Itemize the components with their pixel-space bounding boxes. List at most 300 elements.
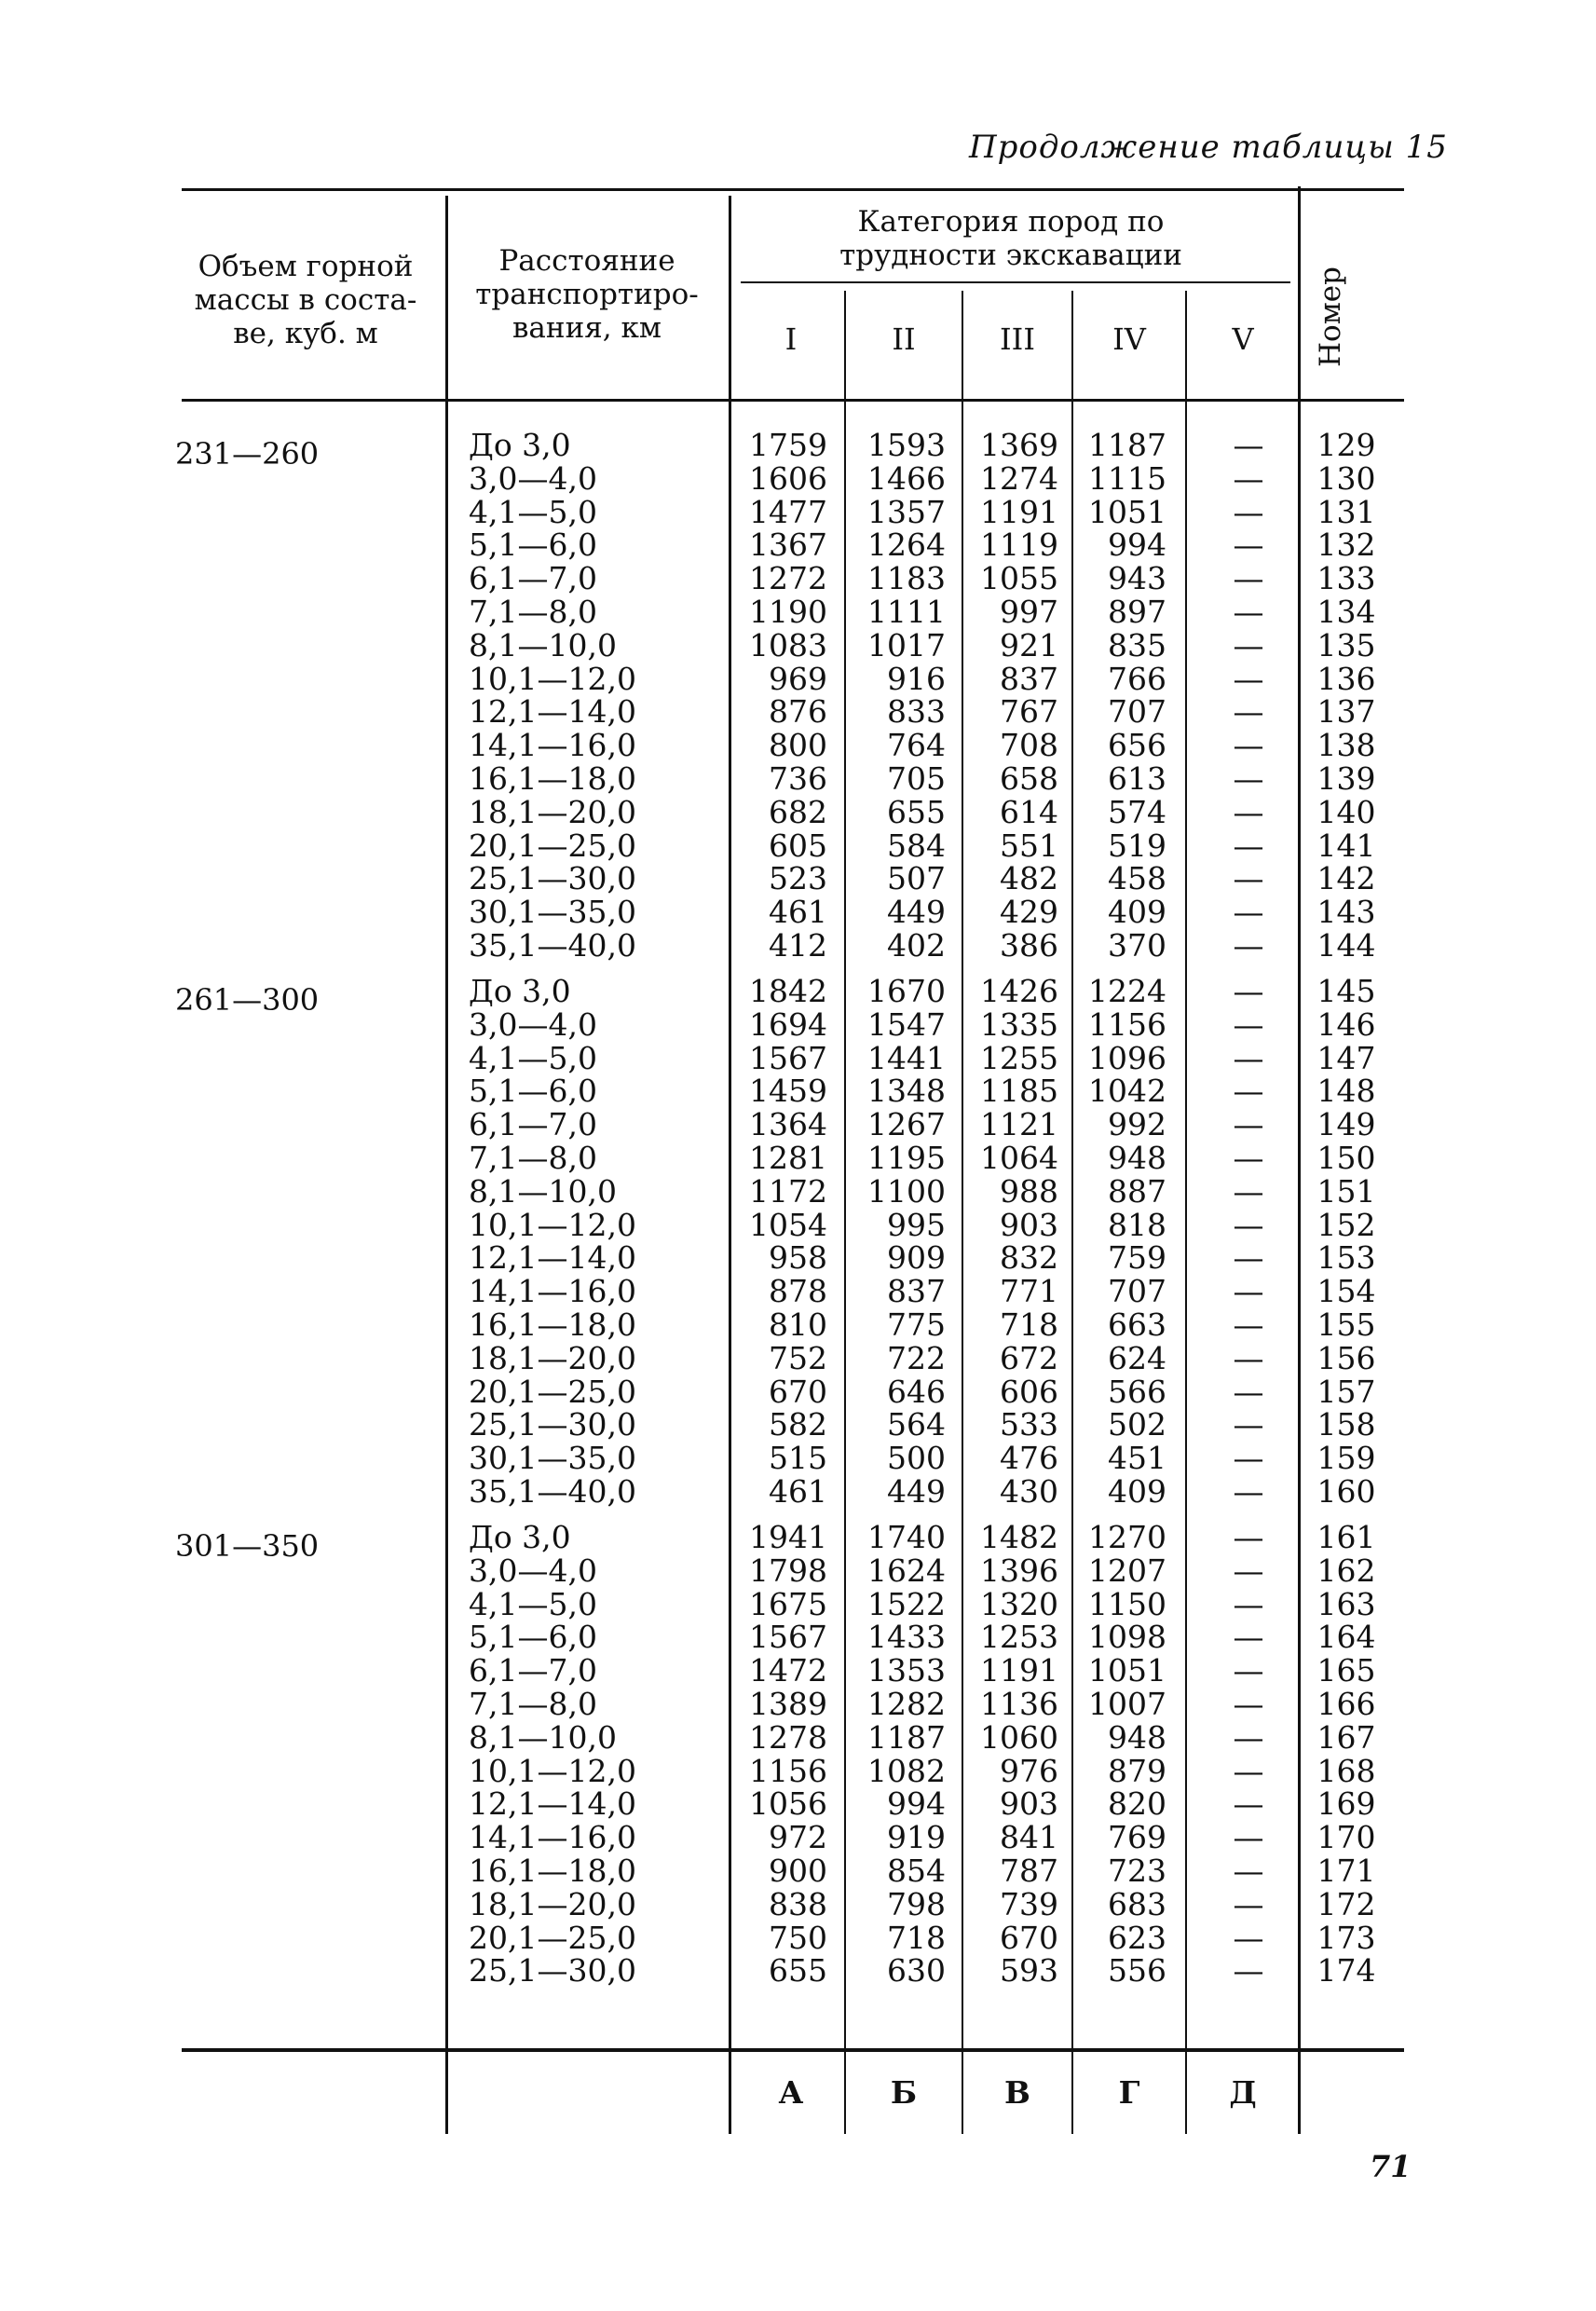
- number-cell: 169: [1316, 1785, 1376, 1823]
- value-cell-category-3: 771: [1000, 1273, 1058, 1310]
- distance-cell: 6,1—7,0: [469, 560, 597, 597]
- value-cell-category-4: 663: [1108, 1306, 1166, 1343]
- value-cell-category-1: 969: [769, 660, 827, 697]
- value-cell-category-2: 1593: [867, 427, 946, 463]
- value-cell-category-4: 723: [1108, 1853, 1166, 1889]
- value-cell-category-4: 707: [1108, 693, 1166, 731]
- table-row: [0, 1854, 1596, 1888]
- value-cell-category-2: 507: [887, 860, 946, 897]
- distance-cell: 8,1—10,0: [469, 1718, 617, 1756]
- category-rule: [741, 281, 1290, 283]
- value-cell-category-2: 1670: [867, 973, 946, 1009]
- table-row: [0, 660, 1596, 697]
- table-row: [0, 1308, 1596, 1342]
- distance-cell: 16,1—18,0: [469, 1306, 636, 1343]
- table-row: [0, 1654, 1596, 1688]
- value-cell-category-3: 1119: [980, 526, 1058, 564]
- table-row: [0, 429, 1596, 462]
- value-cell-category-3: 837: [1000, 660, 1058, 697]
- table-row: [0, 1787, 1596, 1821]
- number-cell: 159: [1316, 1440, 1376, 1477]
- value-cell-category-5: —: [1233, 594, 1264, 630]
- value-cell-category-5: —: [1233, 1552, 1264, 1589]
- table-row: [0, 929, 1596, 963]
- value-cell-category-4: 948: [1108, 1140, 1166, 1176]
- distance-cell: 3,0—4,0: [469, 1552, 597, 1589]
- value-cell-category-5: —: [1233, 560, 1264, 597]
- value-cell-category-2: 722: [887, 1339, 946, 1376]
- table-row: [0, 1752, 1596, 1789]
- value-cell-category-1: 958: [769, 1239, 827, 1277]
- value-cell-category-4: 1150: [1088, 1585, 1166, 1622]
- value-cell-category-3: 832: [1000, 1239, 1058, 1277]
- value-cell-category-1: 1606: [749, 459, 827, 497]
- number-cell: 136: [1316, 660, 1376, 697]
- value-cell-category-4: 897: [1108, 594, 1166, 630]
- distance-cell: 30,1—35,0: [469, 894, 636, 931]
- value-cell-category-2: 402: [887, 927, 946, 964]
- number-cell: 165: [1316, 1652, 1376, 1689]
- value-cell-category-5: —: [1233, 1172, 1264, 1210]
- value-cell-category-2: 1348: [867, 1073, 946, 1110]
- value-cell-category-3: 658: [1000, 760, 1058, 797]
- value-cell-category-3: 1055: [980, 560, 1058, 597]
- footer-letter-a: А: [778, 2074, 804, 2111]
- value-cell-category-5: —: [1233, 973, 1264, 1009]
- value-cell-category-1: 1389: [749, 1686, 827, 1722]
- value-cell-category-2: 449: [887, 1473, 946, 1510]
- value-cell-category-4: 1007: [1088, 1686, 1166, 1722]
- header-bottom-rule: [182, 399, 1404, 402]
- value-cell-category-1: 1798: [749, 1552, 827, 1589]
- value-cell-category-3: 1396: [980, 1552, 1058, 1589]
- number-cell: 140: [1316, 793, 1376, 830]
- distance-cell: 12,1—14,0: [469, 1239, 636, 1277]
- header-category-3: III: [1000, 321, 1035, 357]
- distance-cell: 30,1—35,0: [469, 1440, 636, 1477]
- distance-cell: 5,1—6,0: [469, 526, 597, 564]
- number-cell: 132: [1316, 526, 1376, 564]
- header-number-label: Номер: [1314, 266, 1347, 368]
- value-cell-category-1: 800: [769, 727, 827, 764]
- table-row: [0, 1921, 1596, 1955]
- value-cell-category-2: 995: [887, 1206, 946, 1243]
- value-cell-category-2: 1267: [867, 1106, 946, 1143]
- table-row: [0, 562, 1596, 595]
- value-cell-category-3: 739: [1000, 1885, 1058, 1922]
- value-cell-category-1: 900: [769, 1853, 827, 1889]
- value-cell-category-3: 430: [1000, 1473, 1058, 1510]
- number-cell: 153: [1316, 1239, 1376, 1277]
- value-cell-category-3: 988: [1000, 1172, 1058, 1210]
- value-cell-category-1: 1272: [749, 560, 827, 597]
- value-cell-category-4: 624: [1108, 1339, 1166, 1376]
- value-cell-category-2: 1017: [867, 626, 946, 663]
- value-cell-category-5: —: [1233, 1952, 1264, 1990]
- number-cell: 166: [1316, 1686, 1376, 1722]
- value-cell-category-2: 1357: [867, 493, 946, 530]
- value-cell-category-5: —: [1233, 1718, 1264, 1756]
- value-cell-category-1: 461: [769, 894, 827, 931]
- value-cell-category-4: 992: [1108, 1106, 1166, 1143]
- distance-cell: 35,1—40,0: [469, 927, 636, 964]
- distance-cell: 5,1—6,0: [469, 1619, 597, 1656]
- distance-cell: 7,1—8,0: [469, 594, 597, 630]
- value-cell-category-4: 370: [1108, 927, 1166, 964]
- table-row: [0, 1475, 1596, 1509]
- value-cell-category-4: 1187: [1088, 427, 1166, 463]
- value-cell-category-1: 1054: [749, 1206, 827, 1243]
- number-cell: 156: [1316, 1339, 1376, 1376]
- number-cell: 143: [1316, 894, 1376, 931]
- value-cell-category-3: 903: [1000, 1206, 1058, 1243]
- value-cell-category-5: —: [1233, 827, 1264, 864]
- value-cell-category-4: 1096: [1088, 1039, 1166, 1076]
- value-cell-category-4: 766: [1108, 660, 1166, 697]
- header-category-4: IV: [1112, 321, 1146, 357]
- value-cell-category-1: 736: [769, 760, 827, 797]
- value-cell-category-3: 841: [1000, 1819, 1058, 1856]
- table-row: [0, 493, 1596, 530]
- value-cell-category-4: 994: [1108, 526, 1166, 564]
- number-cell: 160: [1316, 1473, 1376, 1510]
- value-cell-category-2: 1082: [867, 1752, 946, 1789]
- value-cell-category-3: 1064: [980, 1140, 1058, 1176]
- value-cell-category-4: 451: [1108, 1440, 1166, 1477]
- value-cell-category-3: 1482: [980, 1519, 1058, 1555]
- value-cell-category-2: 655: [887, 793, 946, 830]
- value-cell-category-4: 1098: [1088, 1619, 1166, 1656]
- value-cell-category-2: 1740: [867, 1519, 946, 1555]
- value-cell-category-1: 1567: [749, 1039, 827, 1076]
- value-cell-category-2: 833: [887, 693, 946, 731]
- number-cell: 135: [1316, 626, 1376, 663]
- table-row: [0, 1688, 1596, 1721]
- number-cell: 164: [1316, 1619, 1376, 1656]
- value-cell-category-3: 976: [1000, 1752, 1058, 1789]
- distance-cell: 5,1—6,0: [469, 1073, 597, 1110]
- value-cell-category-2: 1441: [867, 1039, 946, 1076]
- value-cell-category-5: —: [1233, 1039, 1264, 1076]
- distance-cell: 4,1—5,0: [469, 1585, 597, 1622]
- value-cell-category-3: 708: [1000, 727, 1058, 764]
- value-cell-category-1: 876: [769, 693, 827, 731]
- value-cell-category-1: 1759: [749, 427, 827, 463]
- table-row: [0, 1375, 1596, 1409]
- number-cell: 157: [1316, 1373, 1376, 1410]
- number-cell: 154: [1316, 1273, 1376, 1310]
- table-row: [0, 1241, 1596, 1275]
- value-cell-category-1: 1675: [749, 1585, 827, 1622]
- value-cell-category-4: 1207: [1088, 1552, 1166, 1589]
- number-cell: 167: [1316, 1718, 1376, 1756]
- value-cell-category-2: 764: [887, 727, 946, 764]
- number-cell: 138: [1316, 727, 1376, 764]
- value-cell-category-5: —: [1233, 1273, 1264, 1310]
- value-cell-category-2: 630: [887, 1952, 946, 1990]
- value-cell-category-5: —: [1233, 1339, 1264, 1376]
- value-cell-category-5: —: [1233, 1406, 1264, 1443]
- value-cell-category-5: —: [1233, 1473, 1264, 1510]
- value-cell-category-1: 1083: [749, 626, 827, 663]
- table-row: [0, 1275, 1596, 1308]
- value-cell-category-4: 943: [1108, 560, 1166, 597]
- value-cell-category-5: —: [1233, 727, 1264, 764]
- value-cell-category-3: 921: [1000, 626, 1058, 663]
- value-cell-category-3: 482: [1000, 860, 1058, 897]
- value-cell-category-4: 820: [1108, 1785, 1166, 1823]
- value-cell-category-3: 718: [1000, 1306, 1058, 1343]
- value-cell-category-5: —: [1233, 1819, 1264, 1856]
- number-cell: 155: [1316, 1306, 1376, 1343]
- value-cell-category-5: —: [1233, 1239, 1264, 1277]
- value-cell-category-3: 1136: [980, 1686, 1058, 1722]
- value-cell-category-1: 750: [769, 1919, 827, 1956]
- value-cell-category-5: —: [1233, 1106, 1264, 1143]
- table-row: [0, 1620, 1596, 1654]
- value-cell-category-1: 682: [769, 793, 827, 830]
- number-cell: 171: [1316, 1853, 1376, 1889]
- table-row: [0, 1585, 1596, 1622]
- value-cell-category-3: 1335: [980, 1005, 1058, 1043]
- value-cell-category-4: 1156: [1088, 1005, 1166, 1043]
- value-cell-category-4: 656: [1108, 727, 1166, 764]
- table-row: [0, 1005, 1596, 1043]
- value-cell-category-5: —: [1233, 526, 1264, 564]
- value-cell-category-2: 1522: [867, 1585, 946, 1622]
- value-cell-category-4: 1051: [1088, 493, 1166, 530]
- value-cell-category-3: 533: [1000, 1406, 1058, 1443]
- value-cell-category-3: 429: [1000, 894, 1058, 931]
- value-cell-category-3: 1274: [980, 459, 1058, 497]
- value-cell-category-1: 582: [769, 1406, 827, 1443]
- value-cell-category-2: 909: [887, 1239, 946, 1277]
- value-cell-category-1: 461: [769, 1473, 827, 1510]
- table-caption: Продолжение таблицы 15: [969, 129, 1448, 166]
- number-cell: 139: [1316, 760, 1376, 797]
- value-cell-category-3: 903: [1000, 1785, 1058, 1823]
- value-cell-category-1: 1172: [749, 1172, 827, 1210]
- table-row: [0, 1408, 1596, 1442]
- number-cell: 150: [1316, 1140, 1376, 1176]
- number-cell: 144: [1316, 927, 1376, 964]
- value-cell-category-4: 683: [1108, 1885, 1166, 1922]
- value-cell-category-2: 1111: [867, 594, 946, 630]
- value-cell-category-4: 887: [1108, 1172, 1166, 1210]
- value-cell-category-3: 551: [1000, 827, 1058, 864]
- header-distance: Расстояние транспортиро- вания, км: [475, 244, 699, 345]
- value-cell-category-4: 556: [1108, 1952, 1166, 1990]
- number-cell: 145: [1316, 973, 1376, 1009]
- footer-letter-d: Д: [1229, 2074, 1257, 2111]
- value-cell-category-3: 476: [1000, 1440, 1058, 1477]
- distance-cell: 7,1—8,0: [469, 1686, 597, 1722]
- value-cell-category-3: 1320: [980, 1585, 1058, 1622]
- value-cell-category-1: 1281: [749, 1140, 827, 1176]
- table-row: [0, 528, 1596, 562]
- number-cell: 161: [1316, 1519, 1376, 1555]
- table-row: [0, 459, 1596, 497]
- value-cell-category-4: 409: [1108, 1473, 1166, 1510]
- distance-cell: 12,1—14,0: [469, 693, 636, 731]
- table-row: [0, 1442, 1596, 1475]
- value-cell-category-3: 670: [1000, 1919, 1058, 1956]
- value-cell-category-4: 1270: [1088, 1519, 1166, 1555]
- value-cell-category-2: 994: [887, 1785, 946, 1823]
- header-volume: Объем горной массы в соста- ве, куб. м: [194, 250, 417, 350]
- value-cell-category-5: —: [1233, 459, 1264, 497]
- value-cell-category-5: —: [1233, 1306, 1264, 1343]
- value-cell-category-3: 672: [1000, 1339, 1058, 1376]
- value-cell-category-1: 1941: [749, 1519, 827, 1555]
- value-cell-category-4: 707: [1108, 1273, 1166, 1310]
- value-cell-category-2: 919: [887, 1819, 946, 1856]
- value-cell-category-1: 1459: [749, 1073, 827, 1110]
- distance-cell: 3,0—4,0: [469, 459, 597, 497]
- value-cell-category-5: —: [1233, 1585, 1264, 1622]
- value-cell-category-3: 1191: [980, 493, 1058, 530]
- value-cell-category-1: 1156: [749, 1752, 827, 1789]
- value-cell-category-2: 1624: [867, 1552, 946, 1589]
- number-cell: 130: [1316, 459, 1376, 497]
- value-cell-category-2: 1353: [867, 1652, 946, 1689]
- distance-cell: 25,1—30,0: [469, 860, 636, 897]
- value-cell-category-2: 584: [887, 827, 946, 864]
- distance-cell: 10,1—12,0: [469, 1752, 636, 1789]
- value-cell-category-4: 458: [1108, 860, 1166, 897]
- value-cell-category-5: —: [1233, 1005, 1264, 1043]
- table-row: [0, 1885, 1596, 1922]
- value-cell-category-5: —: [1233, 793, 1264, 830]
- top-rule: [182, 188, 1404, 191]
- value-cell-category-3: 787: [1000, 1853, 1058, 1889]
- value-cell-category-3: 997: [1000, 594, 1058, 630]
- table-row: [0, 626, 1596, 663]
- value-cell-category-1: 810: [769, 1306, 827, 1343]
- header-category-2: II: [892, 321, 916, 357]
- value-cell-category-4: 566: [1108, 1373, 1166, 1410]
- header-number: [1303, 252, 1358, 382]
- value-cell-category-5: —: [1233, 1853, 1264, 1889]
- distance-cell: 6,1—7,0: [469, 1106, 597, 1143]
- distance-cell: 6,1—7,0: [469, 1652, 597, 1689]
- value-cell-category-1: 1278: [749, 1718, 827, 1756]
- value-cell-category-4: 818: [1108, 1206, 1166, 1243]
- value-cell-category-5: —: [1233, 660, 1264, 697]
- table-row: [0, 762, 1596, 796]
- value-cell-category-3: 1369: [980, 427, 1058, 463]
- value-cell-category-5: —: [1233, 1785, 1264, 1823]
- distance-cell: 10,1—12,0: [469, 1206, 636, 1243]
- distance-cell: 7,1—8,0: [469, 1140, 597, 1176]
- value-cell-category-1: 1567: [749, 1619, 827, 1656]
- value-cell-category-1: 1477: [749, 493, 827, 530]
- number-cell: 174: [1316, 1952, 1376, 1990]
- value-cell-category-4: 623: [1108, 1919, 1166, 1956]
- value-cell-category-1: 752: [769, 1339, 827, 1376]
- value-cell-category-2: 1187: [867, 1718, 946, 1756]
- value-cell-category-5: —: [1233, 1373, 1264, 1410]
- value-cell-category-5: —: [1233, 1652, 1264, 1689]
- table-row: [0, 1142, 1596, 1175]
- group-volume-3: 301—350: [175, 1528, 320, 1564]
- value-cell-category-5: —: [1233, 427, 1264, 463]
- number-cell: 168: [1316, 1752, 1376, 1789]
- value-cell-category-4: 574: [1108, 793, 1166, 830]
- value-cell-category-2: 646: [887, 1373, 946, 1410]
- value-cell-category-3: 1426: [980, 973, 1058, 1009]
- table-row: [0, 793, 1596, 830]
- value-cell-category-5: —: [1233, 1140, 1264, 1176]
- number-cell: 137: [1316, 693, 1376, 731]
- number-cell: 134: [1316, 594, 1376, 630]
- distance-cell: 35,1—40,0: [469, 1473, 636, 1510]
- value-cell-category-1: 1472: [749, 1652, 827, 1689]
- value-cell-category-4: 1224: [1088, 973, 1166, 1009]
- value-cell-category-5: —: [1233, 1073, 1264, 1110]
- value-cell-category-1: 523: [769, 860, 827, 897]
- distance-cell: До 3,0: [469, 973, 571, 1009]
- value-cell-category-3: 1121: [980, 1106, 1058, 1143]
- table-bottom-rule: [182, 2048, 1404, 2052]
- distance-cell: 14,1—16,0: [469, 1273, 636, 1310]
- number-cell: 146: [1316, 1005, 1376, 1043]
- page-number: 71: [1370, 2149, 1412, 2184]
- distance-cell: 18,1—20,0: [469, 1339, 636, 1376]
- number-cell: 172: [1316, 1885, 1376, 1922]
- value-cell-category-4: 759: [1108, 1239, 1166, 1277]
- distance-cell: 4,1—5,0: [469, 493, 597, 530]
- value-cell-category-2: 775: [887, 1306, 946, 1343]
- value-cell-category-2: 718: [887, 1919, 946, 1956]
- number-cell: 152: [1316, 1206, 1376, 1243]
- value-cell-category-3: 593: [1000, 1952, 1058, 1990]
- value-cell-category-2: 837: [887, 1273, 946, 1310]
- number-cell: 149: [1316, 1106, 1376, 1143]
- value-cell-category-1: 1694: [749, 1005, 827, 1043]
- footer-letter-v: В: [1004, 2074, 1030, 2111]
- distance-cell: 20,1—25,0: [469, 1919, 636, 1956]
- value-cell-category-3: 386: [1000, 927, 1058, 964]
- value-cell-category-1: 605: [769, 827, 827, 864]
- value-cell-category-5: —: [1233, 1440, 1264, 1477]
- value-cell-category-4: 1051: [1088, 1652, 1166, 1689]
- distance-cell: 10,1—12,0: [469, 660, 636, 697]
- value-cell-category-1: 1364: [749, 1106, 827, 1143]
- value-cell-category-4: 502: [1108, 1406, 1166, 1443]
- value-cell-category-5: —: [1233, 860, 1264, 897]
- value-cell-category-2: 916: [887, 660, 946, 697]
- value-cell-category-5: —: [1233, 1206, 1264, 1243]
- value-cell-category-2: 1433: [867, 1619, 946, 1656]
- value-cell-category-1: 1367: [749, 526, 827, 564]
- value-cell-category-1: 670: [769, 1373, 827, 1410]
- distance-cell: 25,1—30,0: [469, 1406, 636, 1443]
- distance-cell: 16,1—18,0: [469, 1853, 636, 1889]
- value-cell-category-1: 1190: [749, 594, 827, 630]
- value-cell-category-5: —: [1233, 927, 1264, 964]
- group-volume-2: 261—300: [175, 982, 320, 1018]
- value-cell-category-1: 1056: [749, 1785, 827, 1823]
- value-cell-category-5: —: [1233, 1752, 1264, 1789]
- group-volume-1: 231—260: [175, 436, 320, 472]
- distance-cell: 14,1—16,0: [469, 727, 636, 764]
- number-cell: 158: [1316, 1406, 1376, 1443]
- table-row: [0, 1521, 1596, 1554]
- distance-cell: 25,1—30,0: [469, 1952, 636, 1990]
- value-cell-category-1: 972: [769, 1819, 827, 1856]
- value-cell-category-2: 449: [887, 894, 946, 931]
